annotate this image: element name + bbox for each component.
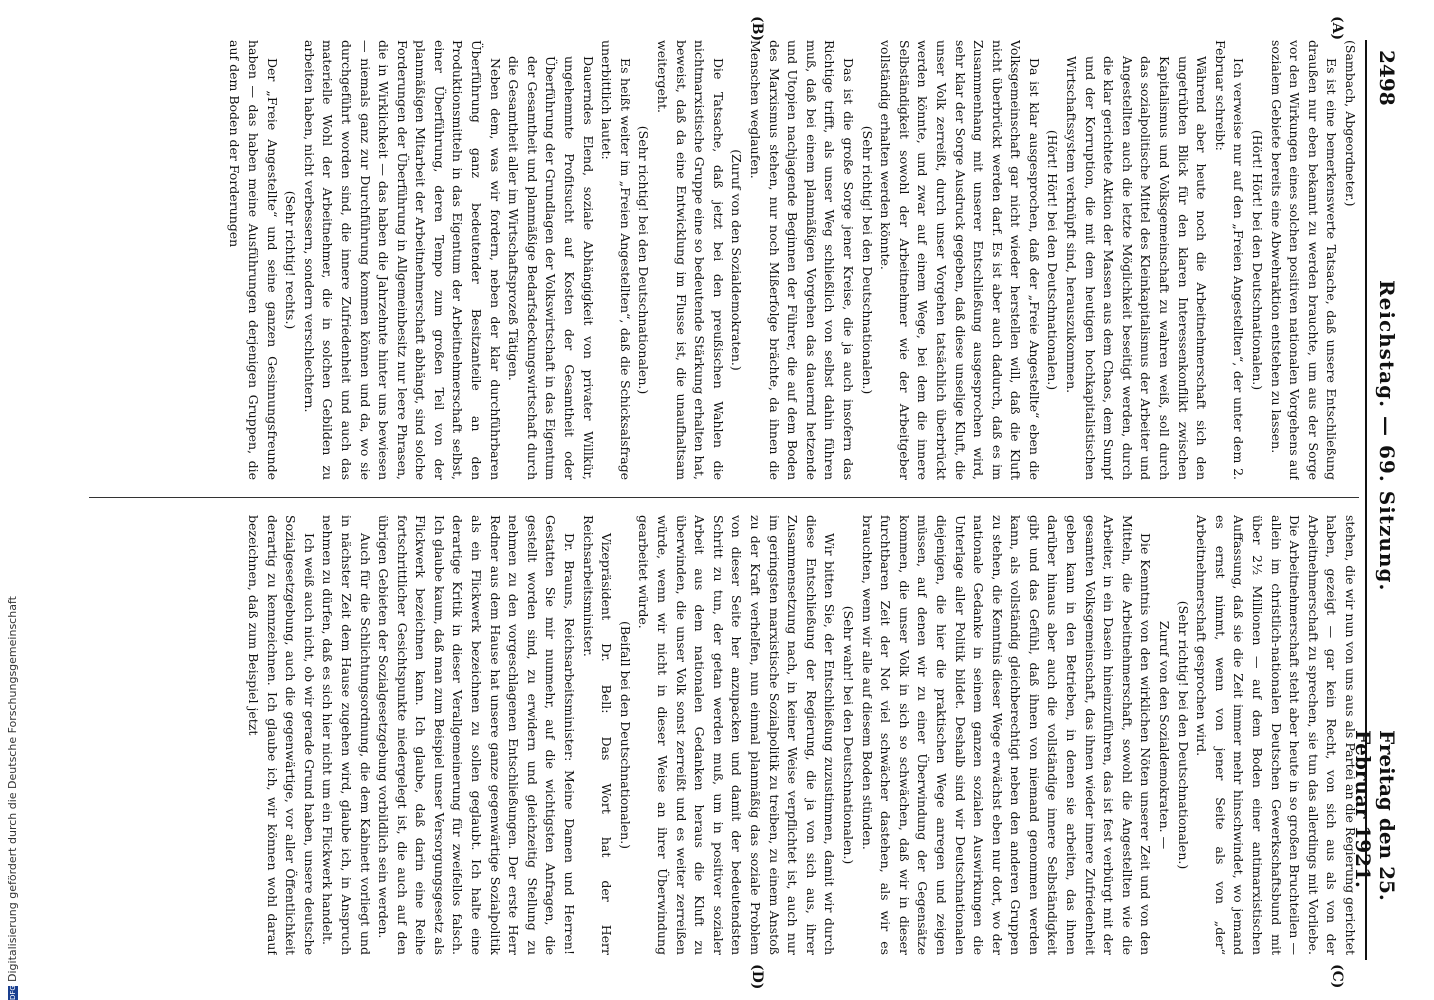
digitization-credit [6, 0, 19, 1000]
paragraph: Die Tatsache, daß jetzt bei den preußischen Wahlen die nichtmarxistische Gruppe eine so bedeutende Stärkung erhalten hat, beweist, daß da eine Entwicklung im Flusse ist, die unaufhaltsam weitergeht. [655, 40, 726, 480]
interjection: Zuruf von den Sozialdemokraten. — [1157, 620, 1173, 850]
interjection: (Sehr richtig! bei den Deutschnationalen.) [859, 125, 875, 395]
credit-text: Digitalisierung gefördert durch die Deutsche Forschungsgemeinschaft [6, 596, 19, 982]
speaker-label: (Sambach, Abgeordneter.) [1343, 40, 1358, 207]
interjection: (Hört! Hört! bei den Deutschnationalen.) [1250, 129, 1266, 391]
right-column [89, 515, 1359, 955]
paragraph: Auch für die Schlichtungsordnung, die dem Kabinett vorliegt und in nächster Zeit dem Hause zugehen wird, glaube ich, in Anspruch nehmen zu dürfen, daß es sich hier nicht um ein Flickwerk handelt. [320, 515, 373, 955]
margin-mark-a: (A) [1329, 16, 1345, 41]
paragraph: Der „Freie Angestellte“ und seine ganzen Gesinnungsfreunde haben — das haben meine Ausführungen derjenigen Gruppen, die auf dem Boden der Forderungen [227, 40, 280, 480]
page-number: 2498 [1375, 50, 1399, 106]
interjection: (Sehr richtig! rechts.) [283, 190, 299, 330]
paragraph: Das ist die große Sorge jener Kreise, die ja auch insofern das Richtige trifft, als unser Weg schließlich von selbst dahin führen muß, daß bei einem planmäßigen Vorgehen das dauernd hetzende und Utopien nachjagende Beginnen der Führer, die auf dem Boden des Marxismus stehen, nur noch Mißerfolge brächte, da ihnen die Menschen weglaufen. [748, 40, 856, 480]
speaker-paragraph: Dr. Brauns, Reichsarbeitsminister: Meine Damen und Herren! Gestatten Sie mir nunmehr, auf die wichtigsten Anfragen, die gestellt worden sind, zu erwidern und gleichzeitig Stellung zu nehmen zu den vorgeschlagenen Entschließungen. Der erste Herr Redner aus dem Hause hat unsere ganze gegenwärtige Sozialpolitik als ein Flickwerk bezeichnen zu sollen geglaubt. Ich halte eine derartige Kritik in dieser Verallgemeinerung für zweifellos falsch. Ich glaube kaum, daß man zum Beispiel unser Versorgungsgesetz als Flickwerk bezeichnen kann. Ich glaube, daß darin eine Reihe fortschrittlicher Gesichtspunkte niedergelegt ist, die auch auf den übrigen Gebieten der Sozialgesetzgebung vorbildlich sein werden. [376, 515, 578, 955]
margin-mark-d: (D) [749, 964, 765, 990]
paragraph: Ich weiß auch nicht, ob wir gerade Grund haben, unsere deutsche Sozialgesetzgebung, auch die gegenwärtige, vor aller Öffentlichkeit derartig zu kennzeichnen. Ich glaube ich, wir können wohl darauf bezeichnen, daß zum Beispiel jetzt [245, 515, 317, 955]
session-title: Reichstag. — 69. Sitzung. [1375, 280, 1399, 592]
paragraph: Die Kenntnis von den wirklichen Nöten unserer Zeit und von den Mitteln, die Arbeitnehmerschaft, sowohl die Angestellten wie die Arbeiter, in ein Dasein hineinzuführen, das ist fest verbürgt mit der gesamten Volksgemeinschaft, das ihnen wieder innere Zufriedenheit geben kann in den Betrieben, in denen sie arbeiten, das ihnen darüber hinaus aber auch die vollständige innere Selbständigkeit gibt und das Gefühl, daß ihnen von niemand genommen werden kann, als vollständig gleichberechtigt neben den anderen Gruppen zu stehen, die Kenntnis dieser Wege erwächst eben nur dort, wo der nationale Gedanke in seinem ganzen sozialen Auswirkungen die Unterlage aller Politik bildet. Deshalb sind wir Deutschnationalen diejenigen, die hier die praktischen Wege anregen und zeigen müssen, auf denen wir zu einer Überwindung der Gegensätze kommen, die unser Volk in sich so schwächen, daß wir in dieser furchtbaren Zeit der Not viel schwächer dastehen, als wir es brauchten, wenn wir alle auf diesem Boden stünden. [859, 515, 1154, 955]
interjection: (Sehr wahr! bei den Deutschnationalen.) [840, 605, 856, 865]
paragraph: Neben dem, was wir fordern, neben der klar durchführbaren Überführung ganz bedeutender Besitzanteile an den Produktionsmitteln in das Eigentum der Arbeitnehmerschaft selbst, einer Überführung, deren Tempo zum großen Teil von der planmäßigen Mitarbeit der Arbeitnehmerschaft abhängt, sind solche Forderungen der Überführung in Allgemeinbesitz nur leere Phrasen, die in Wirklichkeit — das haben die Jahrzehnte hinter uns bewiesen — niemals ganz zur Durchführung kommen können und da, wo sie durchgeführt worden sind, die innere Zufriedenheit und auch das materielle Wohl der Arbeitnehmer, die in solchen Gebilden zu arbeiten haben, nicht verbessern, sondern verschlechtern. [301, 40, 503, 480]
interjection: (Hört! Hört! bei den Deutschnationalen.) [1045, 129, 1061, 391]
dfg-logo: DFG [9, 985, 17, 1000]
interjection: (Beifall bei den Deutschnationalen.) [617, 620, 633, 850]
interjection: (Zuruf von den Sozialdemokraten.) [729, 149, 745, 371]
margin-mark-c: (C) [1329, 964, 1345, 989]
rotated-page-content [75, 16, 1405, 990]
page-header [1351, 40, 1405, 960]
margin-mark-b: (B) [749, 16, 765, 42]
interjection: (Sehr richtig! bei den Deutschnationalen.) [1175, 600, 1191, 870]
interjection: (Sehr richtig! bei den Deutschnationalen.) [636, 125, 652, 395]
speaker-paragraph: Vizepräsident Dr. Bell: Das Wort hat der Herr Reichsarbeitsminister. [580, 515, 615, 955]
quotation: Dauerndes Elend, soziale Abhängigkeit von privater Willkür, ungehemmte Profitsucht auf Kosten der Gesamtheit oder Überführung der Grundlagen der Volkswirtschaft in das Eigentum der Gesamtheit und planmäßige Bedarfsdeckungswirtschaft durch die Gesamtheit aller im Wirtschaftsprozeß Tätigen. [506, 56, 596, 480]
session-date: Freitag den 25. Februar 1921. [1351, 730, 1399, 901]
paragraph: Ich verweise nur auf den „Freien Angestellten“, der unter dem 2. Februar schreibt: [1212, 40, 1247, 480]
paragraph: Da ist klar ausgesprochen, daß der „Freie Angestellte“ eben die Volksgemeinschaft gar nicht wieder herstellen will, daß die Kluft nicht überbrückt werden darf. Es ist aber auch dadurch, daß es im Zusammenhang mit unserer Entschließung ausgesprochen wird, sehr klar der Sorge Ausdruck gegeben, daß diese unselige Kluft, die unser Volk zerreißt, durch unser Vorgehen tatsächlich überbrückt werden könnte, und zwar auf einem Wege, bei dem die innere Selbständigkeit sowohl der Arbeitnehmer wie der Arbeitgeber vollständig erhalten werden könnte. [878, 40, 1042, 480]
paragraph: Wir bitten Sie, der Entschließung zuzustimmen, damit wir durch diese Entschließung der Regierung, die ja von sich aus, ihrer Zusammensetzung nach, in keiner Weise verpflichtet ist, auch nur im geringsten marxistische Sozialpolitik zu treiben, zu einem Anstoß zu der Kraft verhelfen, nun einmal planmäßig das soziale Problem von dieser Seite her anzupacken und damit der bedeutendsten Schritt zu tun, der getan werden muß, um in positiver sozialer Arbeit aus dem nationalen Gedanken heraus die Kluft zu überwinden, die unser Volk sonst zerreißt und es weiter zerreißen würde, wenn wir nicht in dieser Weise an ihrer Überwindung gearbeitet würde. [636, 515, 838, 955]
paragraph: Es heißt weiter im „Freien Angestellten“, daß die Schicksalsfrage unerbittlich lautet: [599, 40, 633, 480]
left-column [89, 40, 1359, 480]
column-divider [89, 497, 1359, 498]
quotation: Während aber heute noch die Arbeitnehmerschaft sich den ungetrübten Blick für den klaren Interessenkonflikt zwischen Kapitalismus und Volksgemeinschaft zu wahren weiß, soll durch das sozialpolitische Mittel des Kleinkapitalismus der Arbeiter und Angestellten auch die letzte Möglichkeit beseitigt werden, durch die klar gerichtete Aktion der Massen aus dem Chaos, dem Sumpf und der Korruption, die mit dem heutigen hochkapitalistischen Wirtschaftssystem verknüpft sind, herauszukommen. [1064, 56, 1210, 480]
paragraph: stehen, die wir nun von uns aus als Partei an die Regierung gerichtet haben, gezeigt — gar kein Recht, von sich aus als von der Arbeitnehmerschaft zu sprechen, sie tun das allerdings mit Vorliebe. Die Arbeitnehmerschaft steht aber heute in so großen Bruchteilen — allein im christlich-nationalen Deutschen Gewerkschaftsbund mit über 2½ Millionen — auf dem Boden einer antimarxistischen Auffassung, daß sie die Zeit immer mehr hinschwindet, wo jemand es ernst nimmt, wenn von jener Seite als von „der“ Arbeitnehmerschaft gesprochen wird. [1194, 515, 1358, 955]
paragraph: Es ist eine bemerkenswerte Tatsache, daß unsere Entschließung draußen nur eben bekannt zu werden brauchte, um aus der Sorge vor den Wirkungen eines solchen positiven nationalen Vorgehens auf sozialem Gebiete bereits eine Abwehraktion entstehen zu lassen. [1268, 40, 1340, 480]
